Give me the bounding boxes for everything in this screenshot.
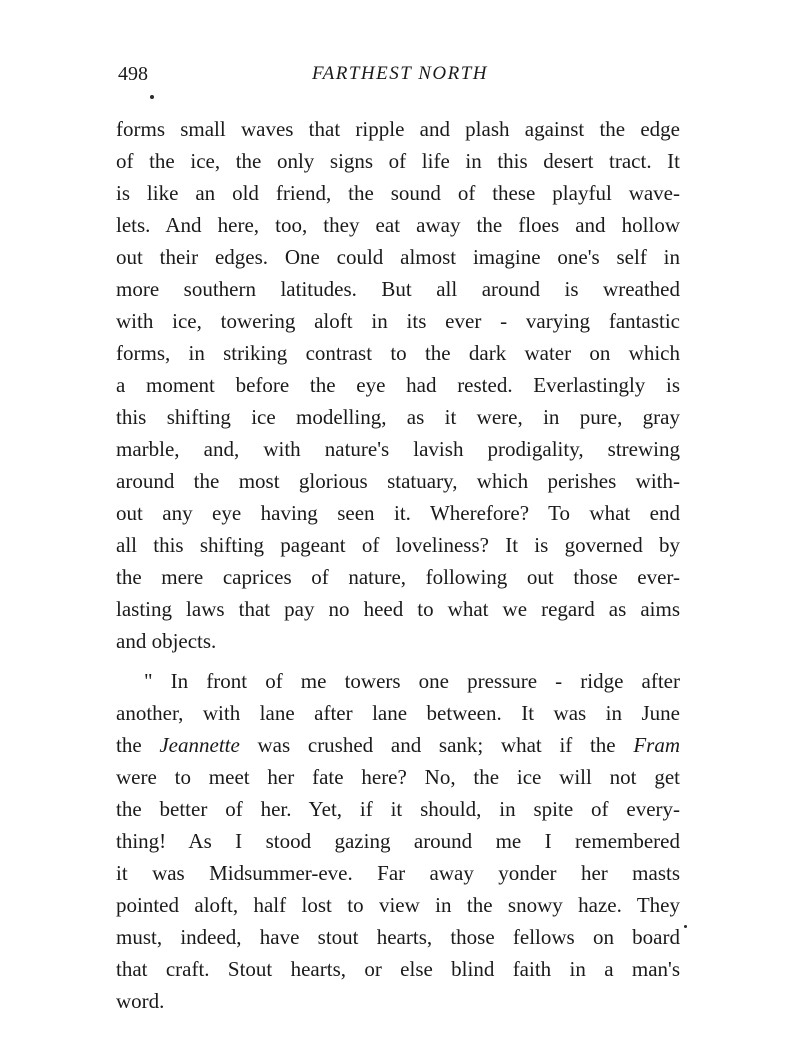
- text-span: was crushed and sank; what if the: [239, 733, 634, 757]
- paragraph: [116, 113, 680, 657]
- text-line: of the ice, the only signs of life in this desert tract. It: [116, 149, 680, 173]
- text-line: and objects.: [116, 629, 217, 653]
- text-line: that craft. Stout hearts, or else blind faith in a man's: [116, 957, 680, 981]
- ship-name-jeannette: Jeannette: [159, 733, 240, 757]
- text-line: " In front of me towers one pressure - ridge after: [144, 669, 680, 693]
- text-line: lasting laws that pay no heed to what we regard as aims: [116, 597, 680, 621]
- text-line: word.: [116, 989, 165, 1013]
- paragraph: [116, 665, 680, 1017]
- body-text: [116, 113, 680, 1017]
- ship-name-fram: Fram: [633, 733, 680, 757]
- text-line: around the most glorious statuary, which perishes with-: [116, 469, 680, 493]
- text-line: the mere caprices of nature, following out those ever-: [116, 565, 680, 589]
- text-line: the better of her. Yet, if it should, in spite of every-: [116, 797, 680, 821]
- text-line: more southern latitudes. But all around is wreathed: [116, 277, 680, 301]
- text-line: must, indeed, have stout hearts, those fellows on board: [116, 925, 680, 949]
- text-line: [116, 729, 680, 761]
- print-speck: [684, 925, 687, 928]
- running-title: FARTHEST NORTH: [311, 63, 489, 84]
- text-line: a moment before the eye had rested. Everlastingly is: [116, 373, 680, 397]
- text-line: is like an old friend, the sound of these playful wave-: [116, 181, 680, 205]
- text-line: with ice, towering aloft in its ever - varying fantastic: [116, 309, 680, 333]
- text-line: were to meet her fate here? No, the ice will not get: [116, 765, 680, 789]
- text-line: all this shifting pageant of loveliness? It is governed by: [116, 533, 680, 557]
- text-line: out their edges. One could almost imagine one's self in: [116, 245, 680, 269]
- text-line: this shifting ice modelling, as it were, in pure, gray: [116, 405, 680, 429]
- text-line: thing! As I stood gazing around me I remembered: [116, 829, 680, 853]
- text-line: pointed aloft, half lost to view in the snowy haze. They: [116, 893, 680, 917]
- text-line: lets. And here, too, they eat away the floes and hollow: [116, 213, 680, 237]
- text-line: forms, in striking contrast to the dark water on which: [116, 341, 680, 365]
- text-line: out any eye having seen it. Wherefore? To what end: [116, 501, 680, 525]
- page-number: 498: [118, 63, 148, 85]
- text-line: forms small waves that ripple and plash against the edge: [116, 117, 680, 141]
- text-line: marble, and, with nature's lavish prodigality, strewing: [116, 437, 680, 461]
- text-span: the: [116, 733, 160, 757]
- text-line: it was Midsummer-eve. Far away yonder her masts: [116, 861, 680, 885]
- text-line: another, with lane after lane between. It was in June: [116, 701, 680, 725]
- print-speck: [150, 95, 154, 99]
